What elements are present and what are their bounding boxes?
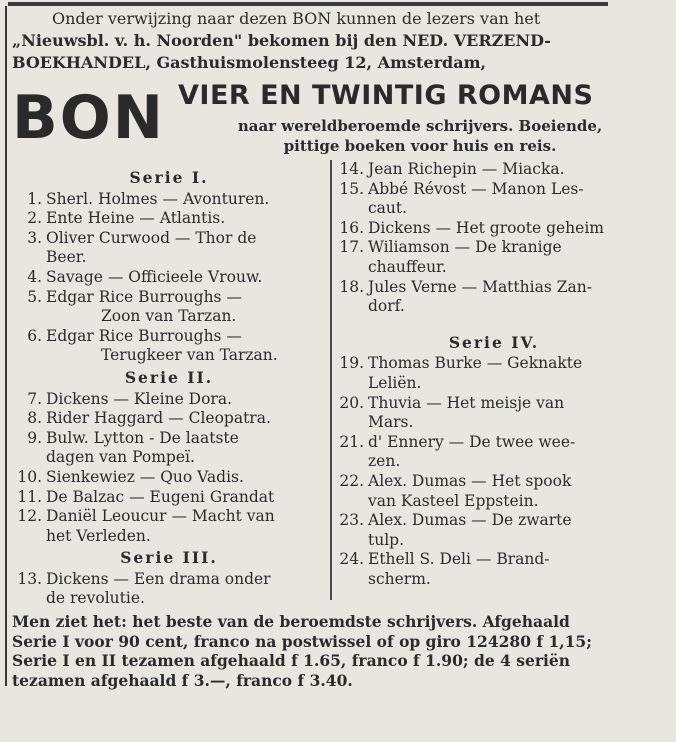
left-rule — [5, 6, 7, 686]
list-item — [336, 160, 652, 180]
subheadline-line: pittige boeken voor huis en reis. — [283, 137, 557, 155]
item-text-cont: Zoon van Tarzan. — [101, 307, 237, 326]
list-item — [14, 570, 324, 609]
list-item — [14, 190, 324, 210]
item-text: Edgar Rice Burroughs — — [46, 326, 242, 345]
item-text-cont: Terugkeer van Tarzan. — [101, 346, 278, 365]
item-number: 5. — [27, 287, 42, 306]
serie-heading: Serie IV. — [448, 332, 540, 352]
item-number: 22. — [339, 471, 364, 490]
top-rule — [8, 2, 608, 6]
list-item — [14, 429, 324, 468]
item-number: 8. — [27, 409, 42, 428]
intro-paragraph — [12, 8, 667, 74]
item-text-cont: dagen van Pompeï. — [46, 448, 195, 467]
item-text: d' Ennery — De twee wee- — [368, 432, 576, 451]
item-text: Jules Verne — Matthias Zan- — [368, 277, 592, 296]
item-number: 20. — [339, 393, 364, 412]
serie-heading: Serie II. — [124, 367, 214, 387]
item-number: 9. — [27, 428, 42, 447]
intro-line: „Nieuwsbl. v. h. Noorden" bekomen bij den NED. VERZEND- — [12, 31, 551, 50]
item-text-cont: de revolutie. — [46, 589, 145, 608]
item-number: 4. — [27, 267, 42, 286]
item-text: Abbé Révost — Manon Les- — [368, 179, 584, 198]
list-item — [14, 488, 324, 508]
item-text-cont: chauffeur. — [368, 257, 447, 276]
left-column — [14, 166, 324, 609]
item-text: Alex. Dumas — De zwarte — [368, 511, 572, 530]
item-text: Ethell S. Deli — Brand- — [368, 550, 550, 569]
list-item — [336, 219, 652, 239]
item-number: 10. — [17, 467, 42, 486]
item-text-cont: van Kasteel Eppstein. — [368, 491, 539, 510]
item-text: Oliver Curwood — Thor de — [46, 228, 257, 247]
list-item — [336, 354, 652, 393]
footer-paragraph — [12, 612, 652, 690]
serie-heading: Serie I. — [129, 168, 209, 187]
item-number: 1. — [27, 189, 42, 208]
item-text: Edgar Rice Burroughs — — [46, 287, 242, 306]
item-text: Dickens — Het groote geheim — [368, 218, 604, 237]
spacer — [336, 317, 652, 331]
right-column — [336, 160, 652, 589]
item-text: Rider Haggard — Cleopatra. — [46, 409, 271, 428]
headline: VIER EN TWINTIG ROMANS — [178, 80, 594, 111]
serie-heading: Serie III. — [120, 548, 218, 568]
item-text-cont: caut. — [368, 199, 408, 218]
list-item — [336, 180, 652, 219]
item-number: 16. — [339, 218, 364, 237]
item-number: 13. — [17, 569, 42, 588]
footer-line: Serie I voor 90 cent, franco na postwissel of op giro 124280 f 1,15; — [12, 631, 592, 651]
footer-line: Serie I en II tezamen afgehaald f 1.65, franco f 1.90; de 4 seriën — [12, 651, 571, 671]
item-text: Sienkewiez — Quo Vadis. — [46, 467, 244, 486]
list-item — [14, 468, 324, 488]
list-item — [14, 288, 324, 327]
list-item — [14, 327, 324, 366]
subheadline — [190, 116, 650, 156]
item-text: Dickens — Een drama onder — [46, 569, 271, 588]
item-text: Dickens — Kleine Dora. — [46, 389, 233, 408]
item-number: 17. — [339, 238, 364, 257]
item-text: Thomas Burke — Geknakte — [368, 354, 583, 373]
item-number: 12. — [17, 507, 42, 526]
item-number: 3. — [27, 228, 42, 247]
item-number: 21. — [339, 432, 364, 451]
item-text-cont: dorf. — [368, 297, 405, 316]
item-text: Ente Heine — Atlantis. — [46, 209, 226, 228]
list-item — [336, 550, 652, 589]
item-number: 7. — [27, 389, 42, 408]
item-number: 24. — [339, 550, 364, 569]
item-number: 14. — [339, 160, 364, 178]
item-text-cont: zen. — [368, 452, 401, 471]
list-item — [336, 278, 652, 317]
item-text: Bulw. Lytton - De laatste — [46, 428, 239, 447]
item-number: 11. — [17, 487, 42, 506]
item-text: Savage — Officieele Vrouw. — [46, 267, 263, 286]
list-item — [14, 209, 324, 229]
subheadline-line: naar wereldberoemde schrijvers. Boeiende, — [237, 117, 603, 135]
item-text: Daniël Leoucur — Macht van — [46, 507, 275, 526]
list-item — [14, 409, 324, 429]
item-number: 19. — [339, 354, 364, 373]
bon-title: BON — [12, 83, 165, 153]
list-item — [336, 511, 652, 550]
footer-line: tezamen afgehaald f 3.—, franco f 3.40. — [12, 670, 353, 690]
item-number: 15. — [339, 179, 364, 198]
list-item — [14, 390, 324, 410]
item-text: Jean Richepin — Miacka. — [368, 160, 565, 178]
item-text-cont: Leliën. — [368, 373, 422, 392]
item-number: 6. — [27, 326, 42, 345]
item-number: 2. — [27, 209, 42, 228]
item-text: Sherl. Holmes — Avonturen. — [46, 189, 270, 208]
column-divider — [330, 160, 332, 600]
item-text: Thuvia — Het meisje van — [368, 393, 565, 412]
list-item — [336, 472, 652, 511]
list-item — [14, 229, 324, 268]
item-number: 23. — [339, 511, 364, 530]
item-text-cont: Mars. — [368, 413, 414, 432]
list-item — [336, 238, 652, 277]
list-item — [336, 433, 652, 472]
intro-line: BOEKHANDEL, Gasthuismolensteeg 12, Amsterdam, — [12, 53, 487, 72]
item-text: Alex. Dumas — Het spook — [368, 471, 572, 490]
item-text: Wiliamson — De kranige — [368, 238, 562, 257]
footer-line: Men ziet het: het beste van de beroemdste schrijvers. Afgehaald — [12, 612, 570, 631]
item-text: De Balzac — Eugeni Grandat — [46, 487, 275, 506]
item-text-cont: scherm. — [368, 569, 431, 588]
item-text-cont: tulp. — [368, 530, 405, 549]
list-item — [14, 268, 324, 288]
list-item — [336, 394, 652, 433]
item-text-cont: het Verleden. — [46, 526, 151, 545]
list-item — [14, 507, 324, 546]
intro-line: Onder verwijzing naar dezen BON kunnen de lezers van het — [52, 9, 541, 28]
item-number: 18. — [339, 277, 364, 296]
item-text-cont: Beer. — [46, 248, 87, 267]
